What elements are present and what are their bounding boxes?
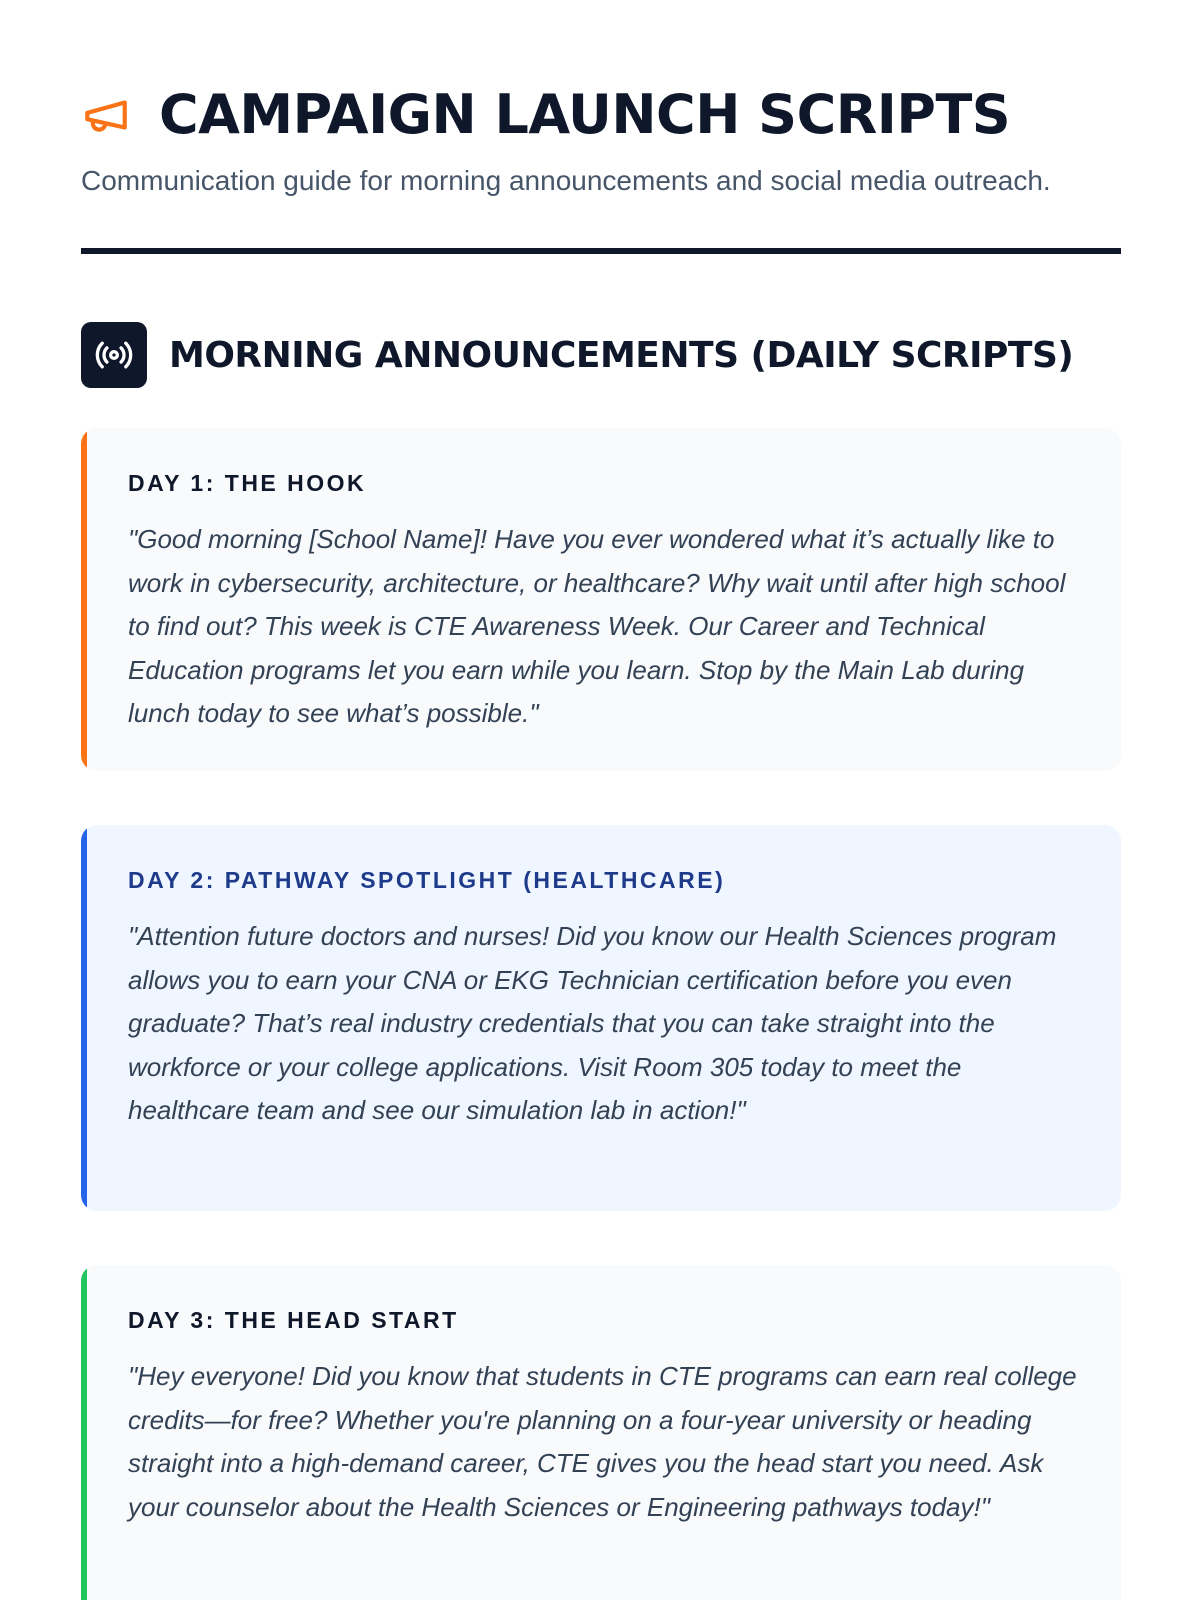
section-header xyxy=(81,322,1121,388)
broadcast-icon xyxy=(81,322,147,388)
script-card-label: DAY 1: THE HOOK xyxy=(128,470,367,496)
page-title: CAMPAIGN LAUNCH SCRIPTS xyxy=(159,83,1011,146)
page-header xyxy=(81,84,1121,146)
page-subtitle: Communication guide for morning announcements and social media outreach. xyxy=(81,165,1051,196)
header-divider xyxy=(81,248,1121,254)
script-card-day-2 xyxy=(81,825,1121,1211)
script-card-text: "Attention future doctors and nurses! Did you know our Health Sciences program allows you to earn your CNA or EKG Technician certification before you even graduate? That’s real industry credentials that you can take straight into the workforce or your college applications. Visit Room 305 today to meet the healthcare team and see our simulation lab in action!" xyxy=(128,921,1057,1125)
script-card-text: "Hey everyone! Did you know that students in CTE programs can earn real college credits—for free? Whether you're planning on a four-year university or heading straight into a high-demand career, CTE gives you the head start you need. Ask your counselor about the Health Sciences or Engineering pathways today!" xyxy=(128,1361,1077,1522)
document-page xyxy=(81,0,1121,1600)
megaphone-icon xyxy=(81,89,131,141)
script-card-text: "Good morning [School Name]! Have you ever wondered what it’s actually like to work in cybersecurity, architecture, or healthcare? Why wait until after high school to find out? This week is CTE Awareness Week. Our Career and Technical Education programs let you earn while you learn. Stop by the Main Lab during lunch today to see what’s possible." xyxy=(128,524,1066,728)
script-card-label: DAY 3: THE HEAD START xyxy=(128,1307,459,1333)
script-card-label: DAY 2: PATHWAY SPOTLIGHT (HEALTHCARE) xyxy=(128,867,726,893)
script-card-day-1 xyxy=(81,428,1121,771)
script-card-day-3 xyxy=(81,1265,1121,1600)
section-title: MORNING ANNOUNCEMENTS (DAILY SCRIPTS) xyxy=(169,334,1074,376)
